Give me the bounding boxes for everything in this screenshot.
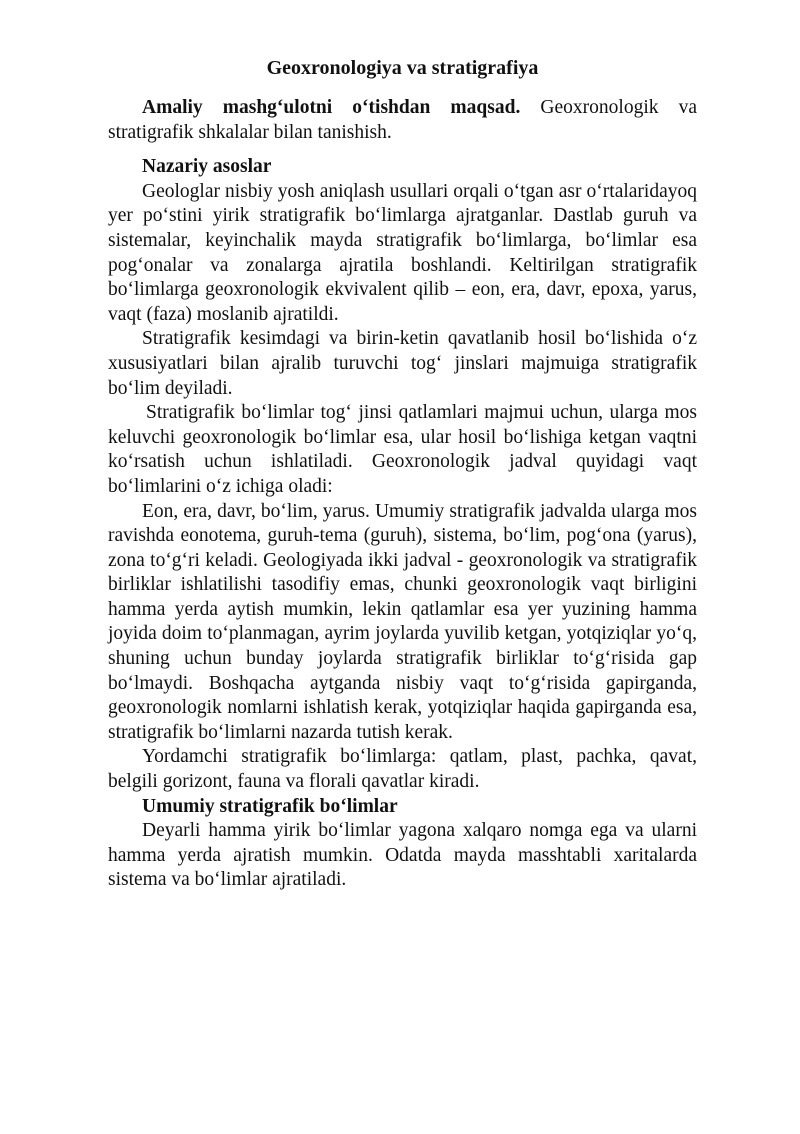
body-paragraph: Geologlar nisbiy yosh aniqlash usullari orqali o‘tgan asr o‘rtalaridayoq yer po‘stini yirik stratigrafik bo‘limlarga ajratganlar. Dastlab guruh va sistemalar, keyinchalik mayda stratigrafik bo‘limlarga, bo‘limlar esa pog‘onalar va zonalarga ajratila boshlandi. Keltirilgan stratigrafik bo‘limlarga geoxronologik ekvivalent qilib – eon, era, davr, epoxa, yarus, vaqt (faza) moslanib ajratildi.: [108, 180, 697, 325]
aim-paragraph: [108, 96, 697, 145]
body-paragraph: Stratigrafik kesimdagi va birin-ketin qavatlanib hosil bo‘lishida o‘z xususiyatlari bilan ajralib turuvchi tog‘ jinslari majmuiga stratigrafik bo‘lim deyiladi.: [108, 328, 697, 399]
body-paragraph: Eon, era, davr, bo‘lim, yarus. Umumiy stratigrafik jadvalda ularga mos ravishda eonotema, guruh-tema (guruh), sistema, bo‘lim, pog‘ona (yarus), zona to‘g‘ri keladi. Geologiyada ikki jadval - geoxronologik va stratigrafik birliklar ishlatilishi tasodifiy emas, chunki geoxronologik vaqt birligini hamma yerda aytish mumkin, lekin qatlamlar esa yer yuzining hamma joyida doim to‘planmagan, ayrim joylarda yuvilib ketgan, yotqiziqlar yo‘q, shuning uchun bunday joylarda stratigrafik birliklar to‘g‘risida gap bo‘lmaydi. Boshqacha aytganda nisbiy vaqt to‘g‘risida gapirganda, geoxronologik nomlarni ishlatish kerak, yotqiziqlar haqida gapirganda esa, stratigrafik bo‘limlarni nazarda tutish kerak.: [108, 500, 697, 743]
body-paragraph: Stratigrafik bo‘limlar tog‘ jinsi qatlamlari majmui uchun, ularga mos keluvchi geoxronologik bo‘limlar esa, ular hosil bo‘lishiga ketgan vaqtni ko‘rsatish uchun ishlatiladi. Geoxronologik jadval quyidagi vaqt bo‘limlarini o‘z ichiga oladi:: [108, 402, 697, 497]
section-heading-general-units: Umumiy stratigrafik bo‘limlar: [142, 795, 398, 817]
body-paragraph: Deyarli hamma yirik bo‘limlar yagona xalqaro nomga ega va ularni hamma yerda ajratish mumkin. Odatda mayda masshtabli xaritalarda sistema va bo‘limlar ajratiladi.: [108, 820, 697, 891]
body-paragraph: Yordamchi stratigrafik bo‘limlarga: qatlam, plast, pachka, qavat, belgili gorizont, fauna va florali qavatlar kiradi.: [108, 746, 697, 793]
aim-label: Amaliy mashg‘ulotni o‘tishdan maqsad.: [142, 97, 521, 118]
aim-text: Geoxronologik va stratigrafik shkalalar bilan tanishish.: [108, 97, 697, 143]
spacer: [108, 145, 697, 155]
document-page: [108, 54, 697, 893]
section-heading-theory: Nazariy asoslar: [142, 156, 272, 178]
page-title: Geoxronologiya va stratigrafiya: [266, 57, 539, 79]
